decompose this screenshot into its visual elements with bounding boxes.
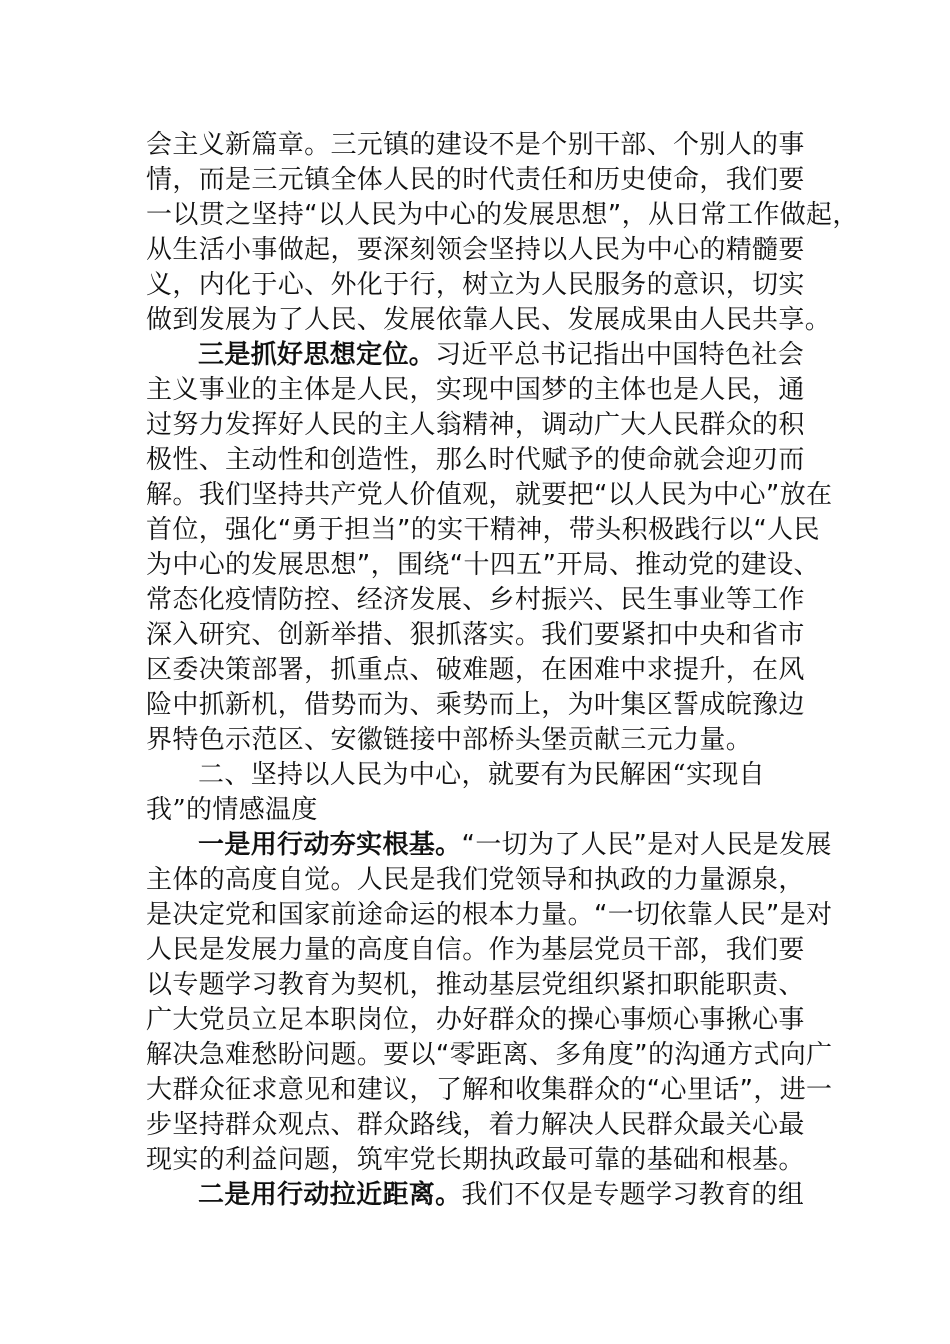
- section3-lead: 三是抓好思想定位。: [198, 340, 436, 370]
- paragraph-line: 险中抓新机，借势而为、乘势而上，为叶集区誓成皖豫边: [146, 690, 805, 720]
- section-heading-line: 二、坚持以人民为中心，就要有为民解困“实现自: [198, 760, 765, 790]
- paragraph-line: 做到发展为了人民、发展依靠人民、发展成果由人民共享。: [146, 305, 832, 335]
- paragraph-line: 会主义新篇章。三元镇的建设不是个别干部、个别人的事: [146, 130, 805, 160]
- item2-first-line: [146, 1178, 810, 1213]
- paragraph-line: 界特色示范区、安徽链接中部桥头堡贡献三元力量。: [146, 725, 753, 755]
- paragraph-line: 现实的利益问题，筑牢党长期执政最可靠的基础和根基。: [146, 1145, 805, 1175]
- paragraph-line: 步坚持群众观点、群众路线，着力解决人民群众最关心最: [146, 1110, 805, 1140]
- paragraph-line: 极性、主动性和创造性，那么时代赋予的使命就会迎刃而: [146, 445, 805, 475]
- item1-first-rest: “一切为了人民”是对人民是发展: [461, 830, 832, 860]
- item1-lead: 一是用行动夯实根基。: [198, 830, 462, 860]
- paragraph-line: 解。我们坚持共产党人价值观，就要把“以人民为中心”放在: [146, 480, 833, 510]
- item1-first-line: [146, 828, 832, 863]
- paragraph-line: 区委决策部署，抓重点、破难题，在困难中求提升，在风: [146, 655, 805, 685]
- paragraph-line: 从生活小事做起，要深刻领会坚持以人民为中心的精髓要: [146, 235, 805, 265]
- paragraph-line: 过努力发挥好人民的主人翁精神，调动广大人民群众的积: [146, 410, 805, 440]
- paragraph-line: 为中心的发展思想”，围绕“十四五”开局、推动党的建设、: [146, 550, 820, 580]
- section3-first-line: [146, 338, 810, 373]
- section3-first-rest: 习近平总书记指出中国特色社会: [435, 340, 805, 370]
- paragraph-line: 义，内化于心、外化于行，树立为人民服务的意识，切实: [146, 270, 805, 300]
- paragraph-line: 主体的高度自觉。人民是我们党领导和执政的力量源泉，: [146, 865, 805, 895]
- section-heading-line: 我”的情感温度: [146, 795, 318, 825]
- paragraph-line: 人民是发展力量的高度自信。作为基层党员干部，我们要: [146, 935, 805, 965]
- paragraph-line: 深入研究、创新举措、狠抓落实。我们要紧扣中央和省市: [146, 620, 805, 650]
- paragraph-line: 常态化疫情防控、经济发展、乡村振兴、民生事业等工作: [146, 585, 805, 615]
- paragraph-line: 解决急难愁盼问题。要以“零距离、多角度”的沟通方式向广: [146, 1040, 833, 1070]
- item2-first-rest: 我们不仅是专题学习教育的组: [461, 1180, 805, 1210]
- item2-lead: 二是用行动拉近距离。: [198, 1180, 462, 1210]
- paragraph-line: 情，而是三元镇全体人民的时代责任和历史使命，我们要: [146, 165, 805, 195]
- paragraph-line: 一以贯之坚持“以人民为中心的发展思想”，从日常工作做起，: [146, 200, 859, 230]
- document-body: [146, 128, 859, 1213]
- paragraph-line: 广大党员立足本职岗位，办好群众的操心事烦心事揪心事: [146, 1005, 805, 1035]
- paragraph-line: 以专题学习教育为契机，推动基层党组织紧扣职能职责、: [146, 970, 805, 1000]
- paragraph-line: 主义事业的主体是人民，实现中国梦的主体也是人民，通: [146, 375, 805, 405]
- paragraph-line: 大群众征求意见和建议，了解和收集群众的“心里话”，进一: [146, 1075, 833, 1105]
- paragraph-line: 是决定党和国家前途命运的根本力量。“一切依靠人民”是对: [146, 900, 833, 930]
- paragraph-line: 首位，强化“勇于担当”的实干精神，带头积极践行以“人民: [146, 515, 820, 545]
